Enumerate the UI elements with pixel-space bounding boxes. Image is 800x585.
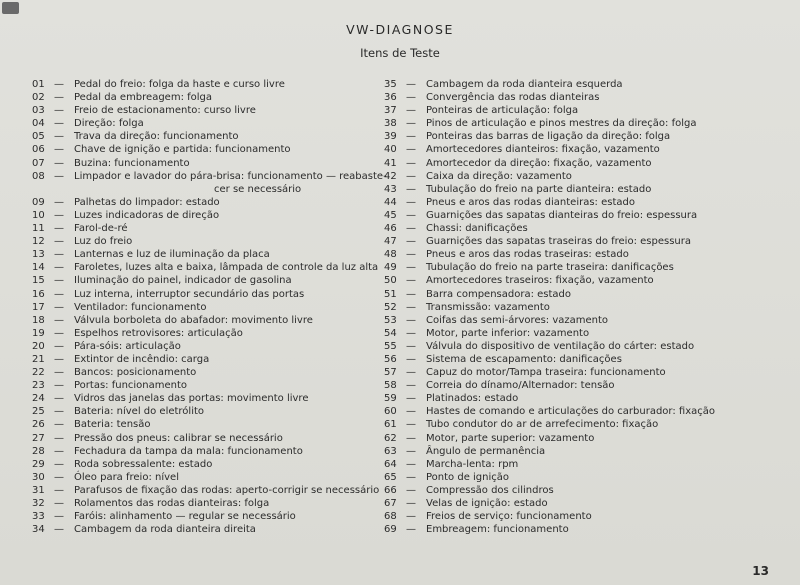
item-text: Ponteiras de articulação: folga: [426, 105, 579, 117]
item-number: 49: [384, 262, 397, 274]
list-item: [32, 418, 377, 431]
list-item: [32, 379, 377, 392]
item-text: Tubulação do freio na parte dianteira: estado: [426, 183, 652, 195]
item-text: Barra compensadora: estado: [426, 288, 572, 300]
item-dash: —: [54, 406, 64, 418]
list-item: [384, 484, 729, 497]
list-item: [32, 261, 377, 274]
item-text: Iluminação do painel, indicador de gasolina: [74, 275, 292, 287]
item-dash: —: [54, 275, 64, 287]
item-text: Espelhos retrovisores: articulação: [74, 327, 243, 339]
item-number: 29: [32, 458, 45, 470]
item-number: 33: [32, 511, 45, 523]
item-dash: —: [406, 105, 416, 117]
item-number: 18: [32, 314, 45, 326]
item-text: Ângulo de permanência: [426, 445, 546, 457]
list-item: [32, 471, 377, 484]
item-text: Faroletes, luzes alta e baixa, lâmpada de controle da luz alta: [74, 262, 379, 274]
item-text: Luz do freio: [74, 236, 133, 248]
list-item: [32, 405, 377, 418]
list-item: [384, 418, 729, 431]
item-text: Guarnições das sapatas dianteiras do freio: espessura: [426, 209, 698, 221]
item-number: 47: [384, 236, 397, 248]
item-number: 11: [32, 223, 45, 235]
item-number: 16: [32, 288, 45, 300]
list-item: [384, 497, 729, 510]
list-item: [32, 117, 377, 130]
item-dash: —: [54, 484, 64, 496]
item-number: 59: [384, 393, 397, 405]
item-dash: —: [54, 458, 64, 470]
item-number: 25: [32, 406, 45, 418]
list-item: [384, 458, 729, 471]
list-item: [32, 301, 377, 314]
item-dash: —: [54, 353, 64, 365]
item-dash: —: [406, 498, 416, 509]
item-text: Limpador e lavador do pára-brisa: funcionamento — reabaste-: [74, 170, 387, 182]
list-item: [32, 104, 377, 117]
item-text: Pára-sóis: articulação: [74, 340, 181, 352]
item-dash: —: [54, 157, 64, 169]
item-number: 50: [384, 275, 397, 287]
item-text: Pneus e aros das rodas traseiras: estado: [426, 249, 629, 261]
item-text: Sistema de escapamento: danificações: [426, 353, 622, 365]
item-number: 44: [384, 196, 397, 208]
list-item: [384, 523, 729, 536]
list-item: [384, 379, 729, 392]
list-item: [384, 445, 729, 458]
item-text: Platinados: estado: [426, 393, 519, 405]
item-text: Pedal do freio: folga da haste e curso livre: [74, 79, 285, 90]
item-text: Marcha-lenta: rpm: [426, 458, 519, 470]
item-text: Transmissão: vazamento: [426, 301, 550, 313]
item-dash: —: [54, 262, 64, 274]
item-number: 38: [384, 118, 397, 130]
item-dash: —: [54, 340, 64, 352]
item-text: Válvula do dispositivo de ventilação do cárter: estado: [426, 340, 695, 352]
list-item: [32, 392, 377, 405]
item-dash: —: [54, 511, 64, 523]
item-number: 09: [32, 196, 45, 208]
item-text: Ponteiras das barras de ligação da direção: folga: [426, 131, 671, 143]
item-dash: —: [54, 105, 64, 117]
list-item: [384, 91, 729, 104]
item-dash: —: [406, 406, 416, 418]
list-item: [32, 235, 377, 248]
list-item: [32, 497, 377, 510]
item-number: 27: [32, 432, 45, 444]
item-text: Parafusos de fixação das rodas: aperto-corrigir se necessário: [74, 484, 380, 496]
item-dash: —: [406, 340, 416, 352]
item-text: Embreagem: funcionamento: [426, 524, 569, 536]
item-number: 17: [32, 301, 45, 313]
list-item: [384, 143, 729, 156]
item-dash: —: [406, 471, 416, 483]
item-number: 07: [32, 157, 45, 169]
item-dash: —: [406, 79, 416, 90]
item-text: Portas: funcionamento: [74, 380, 188, 392]
item-dash: —: [54, 432, 64, 444]
item-number: 37: [384, 105, 397, 117]
item-number: 39: [384, 131, 397, 143]
item-text: Pinos de articulação e pinos mestres da direção: folga: [426, 118, 697, 130]
item-number: 04: [32, 118, 45, 130]
item-dash: —: [54, 223, 64, 235]
item-number: 21: [32, 353, 45, 365]
list-item: [384, 104, 729, 117]
item-dash: —: [406, 458, 416, 470]
list-item: [384, 196, 729, 209]
item-number: 56: [384, 353, 397, 365]
list-item: [384, 170, 729, 183]
item-number: 02: [32, 92, 45, 104]
list-item: [32, 91, 377, 104]
item-dash: —: [54, 445, 64, 457]
item-number: 41: [384, 157, 397, 169]
item-text: Velas de ignição: estado: [426, 498, 548, 509]
list-item: [32, 274, 377, 287]
item-number: 05: [32, 131, 45, 143]
list-item: [384, 261, 729, 274]
item-text: Pneus e aros das rodas dianteiras: estado: [426, 196, 635, 208]
list-item: [384, 274, 729, 287]
list-item: [384, 340, 729, 353]
page-subtitle: Itens de Teste: [360, 46, 440, 60]
item-dash: —: [54, 498, 64, 509]
list-item: [384, 353, 729, 366]
item-text: Buzina: funcionamento: [74, 157, 190, 169]
list-item: [384, 510, 729, 523]
item-dash: —: [406, 275, 416, 287]
logo-icon: [2, 2, 19, 14]
item-text: Válvula borboleta do abafador: movimento livre: [74, 314, 313, 326]
item-text: Amortecedores dianteiros: fixação, vazamento: [426, 144, 660, 156]
list-item: [32, 78, 377, 91]
item-text: Chave de ignição e partida: funcionamento: [74, 144, 291, 156]
item-dash: —: [54, 524, 64, 536]
item-number: 66: [384, 484, 397, 496]
item-text: Amortecedor da direção: fixação, vazamento: [426, 157, 652, 169]
item-dash: —: [406, 249, 416, 261]
item-text: Correia do dínamo/Alternador: tensão: [426, 380, 615, 392]
item-number: 53: [384, 314, 397, 326]
list-item: [384, 130, 729, 143]
item-dash: —: [54, 327, 64, 339]
list-item: [384, 366, 729, 379]
item-text: Motor, parte inferior: vazamento: [426, 327, 590, 339]
item-dash: —: [406, 209, 416, 221]
item-number: 54: [384, 327, 397, 339]
list-item: [384, 222, 729, 235]
item-number: 52: [384, 301, 397, 313]
item-number: 08: [32, 170, 45, 182]
item-dash: —: [406, 170, 416, 182]
item-number: 64: [384, 458, 397, 470]
item-dash: —: [54, 380, 64, 392]
item-text: Trava da direção: funcionamento: [74, 131, 239, 143]
item-dash: —: [406, 183, 416, 195]
item-text: Lanternas e luz de iluminação da placa: [74, 249, 270, 261]
item-number: 06: [32, 144, 45, 156]
list-item: [384, 235, 729, 248]
item-dash: —: [406, 524, 416, 536]
item-number: 26: [32, 419, 45, 431]
item-dash: —: [406, 144, 416, 156]
list-item: [32, 353, 377, 366]
item-text: Faróis: alinhamento — regular se necessário: [74, 511, 296, 523]
list-item: [32, 143, 377, 156]
list-item: [384, 157, 729, 170]
item-dash: —: [54, 196, 64, 208]
item-number: 62: [384, 432, 397, 444]
item-text: Tubulação do freio na parte traseira: danificações: [426, 262, 674, 274]
item-dash: —: [406, 393, 416, 405]
item-number: 63: [384, 445, 397, 457]
item-text: Palhetas do limpador: estado: [74, 196, 220, 208]
item-dash: —: [406, 511, 416, 523]
item-number: 15: [32, 275, 45, 287]
item-dash: —: [54, 471, 64, 483]
list-item: [384, 183, 729, 196]
list-item: [32, 170, 387, 183]
item-text: Luzes indicadoras de direção: [74, 209, 220, 221]
item-dash: —: [406, 380, 416, 392]
item-number: 10: [32, 209, 45, 221]
left-column: [32, 78, 387, 536]
list-item: [384, 314, 729, 327]
item-dash: —: [54, 236, 64, 248]
item-number: 42: [384, 170, 397, 182]
item-text: Guarnições das sapatas traseiras do freio: espessura: [426, 236, 691, 248]
item-dash: —: [406, 131, 416, 143]
item-dash: —: [406, 445, 416, 457]
item-dash: —: [406, 432, 416, 444]
list-item: [32, 484, 380, 497]
list-item: [32, 327, 377, 340]
item-dash: —: [406, 157, 416, 169]
item-text: Cambagem da roda dianteira direita: [74, 524, 256, 536]
item-dash: —: [54, 131, 64, 143]
item-number: 55: [384, 340, 397, 352]
item-number: 20: [32, 340, 45, 352]
item-dash: —: [406, 353, 416, 365]
item-dash: —: [406, 92, 416, 104]
item-text: Amortecedores traseiros: fixação, vazamento: [426, 275, 654, 287]
item-dash: —: [406, 314, 416, 326]
item-dash: —: [54, 314, 64, 326]
item-text: Bateria: tensão: [74, 419, 151, 431]
item-dash: —: [406, 419, 416, 431]
item-number: 03: [32, 105, 45, 117]
item-number: 68: [384, 511, 397, 523]
item-number: 14: [32, 262, 45, 274]
item-text: Ponto de ignição: [426, 471, 510, 483]
item-number: 58: [384, 380, 397, 392]
item-text: Luz interna, interruptor secundário das portas: [74, 288, 305, 300]
item-dash: —: [54, 249, 64, 261]
list-item: [32, 314, 377, 327]
item-dash: —: [54, 92, 64, 104]
item-number: 22: [32, 367, 45, 379]
list-item: [384, 288, 729, 301]
item-text: Direção: folga: [74, 118, 144, 130]
list-item: [384, 405, 729, 418]
item-number: 69: [384, 524, 397, 536]
item-text: Motor, parte superior: vazamento: [426, 432, 595, 444]
item-text: Bateria: nível do eletrólito: [74, 406, 205, 418]
item-text: Roda sobressalente: estado: [74, 458, 213, 470]
item-text: Chassi: danificações: [426, 223, 528, 235]
item-dash: —: [54, 79, 64, 90]
item-dash: —: [406, 236, 416, 248]
item-dash: —: [406, 196, 416, 208]
item-dash: —: [54, 288, 64, 300]
item-number: 12: [32, 236, 45, 248]
item-number: 51: [384, 288, 397, 300]
page-title: VW-DIAGNOSE: [346, 22, 454, 37]
list-item: [32, 196, 377, 209]
list-item: [32, 157, 377, 170]
item-dash: —: [406, 301, 416, 313]
list-item: [32, 340, 377, 353]
item-dash: —: [54, 144, 64, 156]
list-item: [384, 392, 729, 405]
item-text: Vidros das janelas das portas: movimento livre: [74, 393, 309, 405]
item-dash: —: [406, 367, 416, 379]
item-text: Pressão dos pneus: calibrar se necessário: [74, 432, 283, 444]
item-number: 61: [384, 419, 397, 431]
item-text: Coifas das semi-árvores: vazamento: [426, 314, 609, 326]
item-number: 65: [384, 471, 397, 483]
item-text: Rolamentos das rodas dianteiras: folga: [74, 498, 270, 509]
item-number: 01: [32, 79, 45, 90]
item-number: 46: [384, 223, 397, 235]
item-text: Hastes de comando e articulações do carburador: fixação: [426, 406, 715, 418]
item-text: Capuz do motor/Tampa traseira: funcionamento: [426, 367, 666, 379]
right-column: [384, 78, 729, 536]
item-text: Freio de estacionamento: curso livre: [74, 105, 256, 117]
item-number: 30: [32, 471, 45, 483]
item-number: 31: [32, 484, 45, 496]
item-text: Bancos: posicionamento: [74, 367, 197, 379]
list-item: [384, 471, 729, 484]
item-dash: —: [54, 419, 64, 431]
item-text: Ventilador: funcionamento: [74, 301, 207, 313]
item-dash: —: [406, 262, 416, 274]
list-item: [384, 117, 729, 130]
item-text: Convergência das rodas dianteiras: [426, 92, 600, 104]
item-text: Tubo condutor do ar de arrefecimento: fixação: [426, 419, 659, 431]
item-text: Extintor de incêndio: carga: [74, 353, 210, 365]
list-item: [32, 209, 377, 222]
item-dash: —: [406, 223, 416, 235]
list-item: [32, 523, 377, 536]
list-item: [32, 222, 377, 235]
item-text: Compressão dos cilindros: [426, 484, 554, 496]
item-text: Cambagem da roda dianteira esquerda: [426, 79, 623, 90]
item-dash: —: [406, 118, 416, 130]
item-number: 28: [32, 445, 45, 457]
item-continuation: cer se necessário: [214, 183, 302, 195]
item-dash: —: [406, 484, 416, 496]
list-item: [32, 445, 377, 458]
item-text: Fechadura da tampa da mala: funcionamento: [74, 445, 303, 457]
list-item: [384, 432, 729, 445]
list-item: [384, 78, 729, 91]
item-number: 40: [384, 144, 397, 156]
item-number: 24: [32, 393, 45, 405]
item-number: 45: [384, 209, 397, 221]
list-item: [32, 432, 377, 445]
item-number: 35: [384, 79, 397, 90]
item-dash: —: [54, 393, 64, 405]
item-number: 13: [32, 249, 45, 261]
item-number: 57: [384, 367, 397, 379]
page-number: 13: [752, 564, 769, 578]
item-number: 43: [384, 183, 397, 195]
list-item: [32, 366, 377, 379]
list-item: [384, 209, 729, 222]
item-text: Óleo para freio: nível: [74, 471, 179, 483]
list-item: [32, 288, 377, 301]
list-item: [384, 327, 729, 340]
item-text: Freios de serviço: funcionamento: [426, 511, 592, 523]
item-text: Caixa da direção: vazamento: [426, 170, 572, 182]
item-number: 67: [384, 498, 397, 509]
item-dash: —: [406, 327, 416, 339]
list-item: [32, 130, 377, 143]
item-text: Pedal da embreagem: folga: [74, 92, 213, 104]
item-number: 36: [384, 92, 397, 104]
list-item: [384, 301, 729, 314]
list-item: [32, 458, 377, 471]
item-dash: —: [54, 367, 64, 379]
item-number: 19: [32, 327, 45, 339]
item-number: 32: [32, 498, 45, 509]
list-item: [32, 248, 377, 261]
item-number: 34: [32, 524, 45, 536]
item-number: 48: [384, 249, 397, 261]
list-item: [32, 510, 377, 523]
item-number: 60: [384, 406, 397, 418]
item-text: Farol-de-ré: [74, 223, 128, 235]
item-dash: —: [54, 209, 64, 221]
item-dash: —: [54, 301, 64, 313]
item-dash: —: [406, 288, 416, 300]
item-dash: —: [54, 118, 64, 130]
item-number: 23: [32, 380, 45, 392]
list-item: [384, 248, 729, 261]
item-dash: —: [54, 170, 64, 182]
